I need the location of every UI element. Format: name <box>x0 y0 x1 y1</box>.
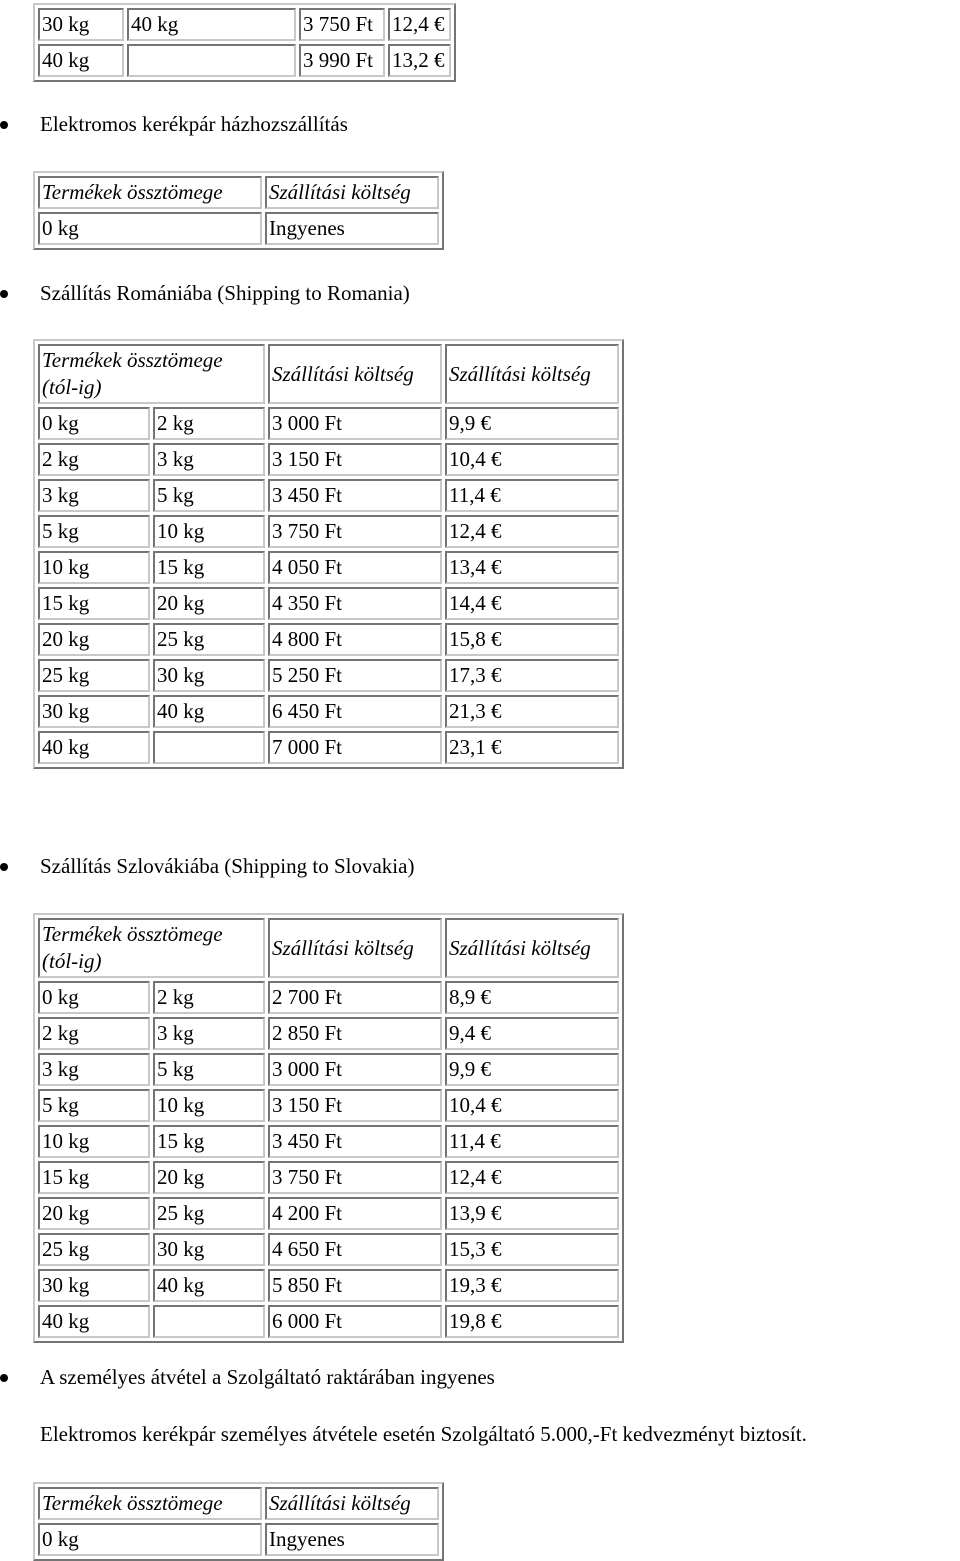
table-row <box>38 1089 619 1122</box>
table-row <box>38 1269 619 1302</box>
table-cell: 15 kg <box>153 1125 265 1158</box>
table-cell <box>153 731 265 764</box>
table-cell: Ingyenes <box>265 212 439 245</box>
table-cell: 6 000 Ft <box>268 1305 442 1338</box>
table-cell: 25 kg <box>153 1197 265 1230</box>
table-cell: 17,3 € <box>445 659 619 692</box>
table-row <box>38 443 619 476</box>
table-cell: 4 200 Ft <box>268 1197 442 1230</box>
table-row <box>38 587 619 620</box>
table-row <box>38 981 619 1014</box>
table-cell: 5 kg <box>153 479 265 512</box>
table-cell: 25 kg <box>153 623 265 656</box>
bullet-icon <box>0 863 8 871</box>
table-cell: 5 kg <box>153 1053 265 1086</box>
table-cell: 15 kg <box>38 587 150 620</box>
ebike-shipping-table <box>33 171 444 250</box>
column-header: Termékek össztömege <box>38 176 262 209</box>
table-cell: 15,8 € <box>445 623 619 656</box>
column-header: Termékek össztömege <box>38 1487 262 1520</box>
table-cell: 3 kg <box>153 1017 265 1050</box>
table-cell: 0 kg <box>38 1523 262 1556</box>
table-cell: 3 750 Ft <box>268 515 442 548</box>
table-cell: 30 kg <box>38 1269 150 1302</box>
table-cell: 5 kg <box>38 1089 150 1122</box>
pickup-shipping-table <box>33 1482 444 1561</box>
table-cell: 11,4 € <box>445 479 619 512</box>
column-header: Szállítási költség <box>265 176 439 209</box>
table-cell: 3 990 Ft <box>299 44 385 77</box>
table-cell <box>127 44 296 77</box>
table-cell: 3 000 Ft <box>268 407 442 440</box>
table-cell: 3 450 Ft <box>268 1125 442 1158</box>
table-header-row <box>38 344 619 404</box>
table-cell: 3 kg <box>38 479 150 512</box>
table-cell: 30 kg <box>38 695 150 728</box>
table-cell: 4 050 Ft <box>268 551 442 584</box>
table-cell: 12,4 € <box>445 515 619 548</box>
table-cell: 3 kg <box>38 1053 150 1086</box>
table-cell: 2 kg <box>38 1017 150 1050</box>
column-header: Szállítási költség <box>268 918 442 978</box>
table-cell: 15,3 € <box>445 1233 619 1266</box>
table-cell: 3 150 Ft <box>268 443 442 476</box>
table-cell: 9,9 € <box>445 1053 619 1086</box>
table-cell: 3 kg <box>153 443 265 476</box>
column-header: Szállítási költség <box>445 344 619 404</box>
table-cell: 19,3 € <box>445 1269 619 1302</box>
slovakia-shipping-table <box>33 913 624 1343</box>
table-row <box>38 1305 619 1338</box>
table-row <box>38 1125 619 1158</box>
romania-shipping-table <box>33 339 624 769</box>
table-cell: 5 850 Ft <box>268 1269 442 1302</box>
top-price-table <box>33 3 456 82</box>
table-cell: Ingyenes <box>265 1523 439 1556</box>
column-header: Szállítási költség <box>445 918 619 978</box>
table-header-row <box>38 918 619 978</box>
table-cell: 20 kg <box>153 1161 265 1194</box>
table-cell: 10 kg <box>38 1125 150 1158</box>
table-row <box>38 731 619 764</box>
table-cell: 40 kg <box>38 731 150 764</box>
table-cell: 3 750 Ft <box>299 8 385 41</box>
table-cell: 3 450 Ft <box>268 479 442 512</box>
table-cell: 0 kg <box>38 407 150 440</box>
table-row <box>38 515 619 548</box>
table-cell: 2 kg <box>153 407 265 440</box>
column-header: Termékek össztömege (tól-ig) <box>38 918 265 978</box>
table-cell: 21,3 € <box>445 695 619 728</box>
table-cell: 2 kg <box>38 443 150 476</box>
table-cell: 8,9 € <box>445 981 619 1014</box>
table-cell: 40 kg <box>127 8 296 41</box>
table-cell: 20 kg <box>153 587 265 620</box>
table-cell: 19,8 € <box>445 1305 619 1338</box>
column-header: Szállítási költség <box>265 1487 439 1520</box>
table-cell: 11,4 € <box>445 1125 619 1158</box>
table-cell: 10,4 € <box>445 443 619 476</box>
table-cell: 13,9 € <box>445 1197 619 1230</box>
table-cell: 7 000 Ft <box>268 731 442 764</box>
table-cell <box>153 1305 265 1338</box>
table-row <box>38 1017 619 1050</box>
table-cell: 40 kg <box>153 1269 265 1302</box>
table-cell: 4 650 Ft <box>268 1233 442 1266</box>
table-header-row <box>38 176 439 209</box>
table-row <box>38 479 619 512</box>
bullet-icon <box>0 121 8 129</box>
pickup-discount-note: Elektromos kerékpár személyes átvétele esetén Szolgáltató 5.000,-Ft kedvezményt biztosít. <box>40 1422 807 1446</box>
bullet-icon <box>0 290 8 298</box>
table-cell: 30 kg <box>153 1233 265 1266</box>
table-row <box>38 407 619 440</box>
table-row <box>38 1233 619 1266</box>
table-row <box>38 659 619 692</box>
column-header: Termékek össztömege (tól-ig) <box>38 344 265 404</box>
column-header: Szállítási költség <box>268 344 442 404</box>
table-cell: 4 350 Ft <box>268 587 442 620</box>
table-cell: 25 kg <box>38 1233 150 1266</box>
table-cell: 20 kg <box>38 1197 150 1230</box>
table-header-row <box>38 1487 439 1520</box>
table-cell: 10,4 € <box>445 1089 619 1122</box>
table-cell: 25 kg <box>38 659 150 692</box>
table-cell: 40 kg <box>38 44 124 77</box>
table-row <box>38 1053 619 1086</box>
table-cell: 6 450 Ft <box>268 695 442 728</box>
table-row <box>38 1197 619 1230</box>
table-cell: 23,1 € <box>445 731 619 764</box>
table-cell: 3 150 Ft <box>268 1089 442 1122</box>
table-row <box>38 551 619 584</box>
table-cell: 14,4 € <box>445 587 619 620</box>
table-cell: 40 kg <box>38 1305 150 1338</box>
table-row <box>38 8 451 41</box>
bullet-icon <box>0 1374 8 1382</box>
table-body <box>38 407 619 764</box>
table-cell: 9,9 € <box>445 407 619 440</box>
table-row <box>38 212 439 245</box>
table-row <box>38 1523 439 1556</box>
table-row <box>38 623 619 656</box>
table-cell: 9,4 € <box>445 1017 619 1050</box>
table-row <box>38 1161 619 1194</box>
table-cell: 13,2 € <box>388 44 451 77</box>
table-cell: 15 kg <box>153 551 265 584</box>
table-cell: 10 kg <box>153 1089 265 1122</box>
table-cell: 30 kg <box>38 8 124 41</box>
table-cell: 15 kg <box>38 1161 150 1194</box>
table-cell: 10 kg <box>38 551 150 584</box>
table-body <box>38 981 619 1338</box>
table-cell: 0 kg <box>38 981 150 1014</box>
table-cell: 10 kg <box>153 515 265 548</box>
table-cell: 3 750 Ft <box>268 1161 442 1194</box>
table-cell: 2 850 Ft <box>268 1017 442 1050</box>
table-cell: 20 kg <box>38 623 150 656</box>
table-cell: 2 kg <box>153 981 265 1014</box>
table-row <box>38 695 619 728</box>
table-cell: 13,4 € <box>445 551 619 584</box>
table-cell: 12,4 € <box>445 1161 619 1194</box>
table-cell: 2 700 Ft <box>268 981 442 1014</box>
table-cell: 5 kg <box>38 515 150 548</box>
table-cell: 40 kg <box>153 695 265 728</box>
table-cell: 12,4 € <box>388 8 451 41</box>
table-row <box>38 44 451 77</box>
table-cell: 30 kg <box>153 659 265 692</box>
table-cell: 4 800 Ft <box>268 623 442 656</box>
table-cell: 3 000 Ft <box>268 1053 442 1086</box>
table-cell: 5 250 Ft <box>268 659 442 692</box>
table-cell: 0 kg <box>38 212 262 245</box>
